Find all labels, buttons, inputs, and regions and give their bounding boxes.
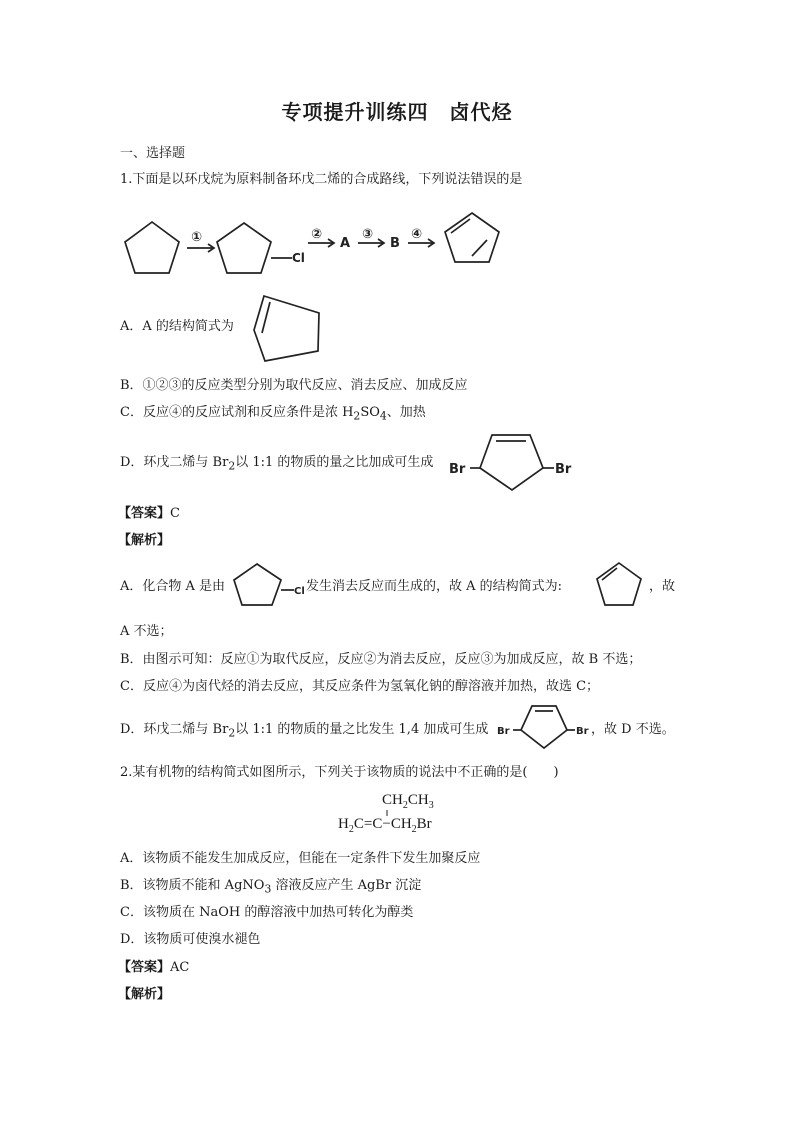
q2-option-a: A．该物质不能发生加成反应，但能在一定条件下发生加聚反应 (120, 851, 481, 866)
section-heading: 一、选择题 (120, 146, 186, 161)
f-center-c: C (372, 816, 383, 832)
answer-value: C (170, 506, 180, 521)
q1-option-b: B．①②③的反应类型分别为取代反应、消去反应、加成反应 (120, 378, 468, 393)
q2-option-b-post: 溶液反应产生 AgBr 沉淀 (271, 878, 422, 893)
q2-option-d: D．该物质可使溴水褪色 (120, 932, 261, 947)
q2-option-b-pre: B．该物质不能和 AgNO (120, 878, 265, 893)
q1-exp-a-pre: A．化合物 A 是由 (120, 579, 226, 594)
answer-value: AC (170, 960, 190, 975)
q1-exp-c: C．反应④为卤代烃的消去反应，其反应条件为氢氧化钠的醇溶液并加热，故选 C； (120, 679, 600, 694)
f-top-1: CH (382, 792, 403, 808)
page-title: 专项提升训练四 卤代烃 (281, 100, 513, 124)
q1-exp-d-pre: D．环戊二烯与 Br (120, 722, 229, 737)
intermediate-a: A (340, 236, 351, 251)
q1-option-c-mid: SO (360, 405, 380, 420)
sub: 2 (348, 824, 354, 835)
br-label-left: Br (449, 462, 466, 477)
f-right: CH (390, 816, 412, 832)
f-left-c: C (353, 816, 364, 832)
q1-exp-b: B．由图示可知：反应①为取代反应，反应②为消去反应，反应③为加成反应，故 B 不选； (120, 652, 642, 667)
br-label-right: Br (555, 462, 572, 477)
sub: 2 (353, 409, 361, 423)
step3-label: ③ (362, 227, 374, 242)
q1-exp-d-mid: 以 1:1 的物质的量之比发生 1,4 加成可生成 (235, 722, 489, 737)
sub: 3 (428, 800, 434, 811)
q2-option-c: C．该物质在 NaOH 的醇溶液中加热可转化为醇类 (120, 905, 414, 920)
step2-label: ② (311, 227, 323, 242)
f-right-br: Br (416, 816, 432, 832)
step4-label: ④ (411, 227, 423, 242)
q1-option-a: A．A 的结构简式为 (120, 319, 234, 334)
exp-cl-label: Cl (294, 586, 305, 597)
step1-label: ① (191, 230, 203, 245)
q1-option-d-pre: D．环戊二烯与 Br (120, 455, 229, 470)
sub: 2 (411, 824, 417, 835)
q1-exp-a-cont: A 不选； (120, 624, 173, 639)
f-double-bond: = (363, 816, 373, 832)
answer-label: 【答案】 (118, 506, 171, 521)
sub: 2 (228, 726, 236, 740)
exp-br-right: Br (576, 726, 589, 737)
exp-br-left: Br (497, 726, 510, 737)
q2-analysis-label: 【解析】 (118, 987, 171, 1002)
intermediate-b: B (390, 236, 400, 251)
f-top-2: CH (407, 792, 429, 808)
q1-option-c-post: 、加热 (386, 405, 426, 420)
q1-exp-a-post: ，故 (649, 579, 676, 594)
q1-analysis-label: 【解析】 (118, 533, 171, 548)
q2-option-b (120, 878, 421, 896)
f-left: H (338, 816, 349, 832)
q1-stem: 1.下面是以环戊烷为原料制备环戊二烯的合成路线，下列说法错误的是 (120, 172, 523, 187)
cl-label: Cl (292, 251, 305, 265)
q1-option-c-pre: C．反应④的反应试剂和反应条件是浓 H (120, 405, 354, 420)
sub: 4 (379, 409, 387, 423)
f-single-bond: − (382, 816, 391, 832)
q1-exp-d-post: ，故 D 不选。 (591, 722, 675, 737)
answer-label: 【答案】 (118, 960, 171, 975)
q2-stem: 2.某有机物的结构简式如图所示，下列关于该物质的说法中不正确的是( ) (120, 765, 559, 780)
sub: 2 (402, 800, 408, 811)
sub: 2 (228, 459, 236, 473)
sub: 3 (264, 882, 272, 896)
q2-answer (118, 960, 189, 976)
formula-main-chain (338, 817, 432, 835)
q1-exp-a-mid: 发生消去反应而生成的，故 A 的结构简式为: (306, 579, 563, 594)
q1-option-d-post: 以 1:1 的物质的量之比加成可生成 (235, 455, 434, 470)
